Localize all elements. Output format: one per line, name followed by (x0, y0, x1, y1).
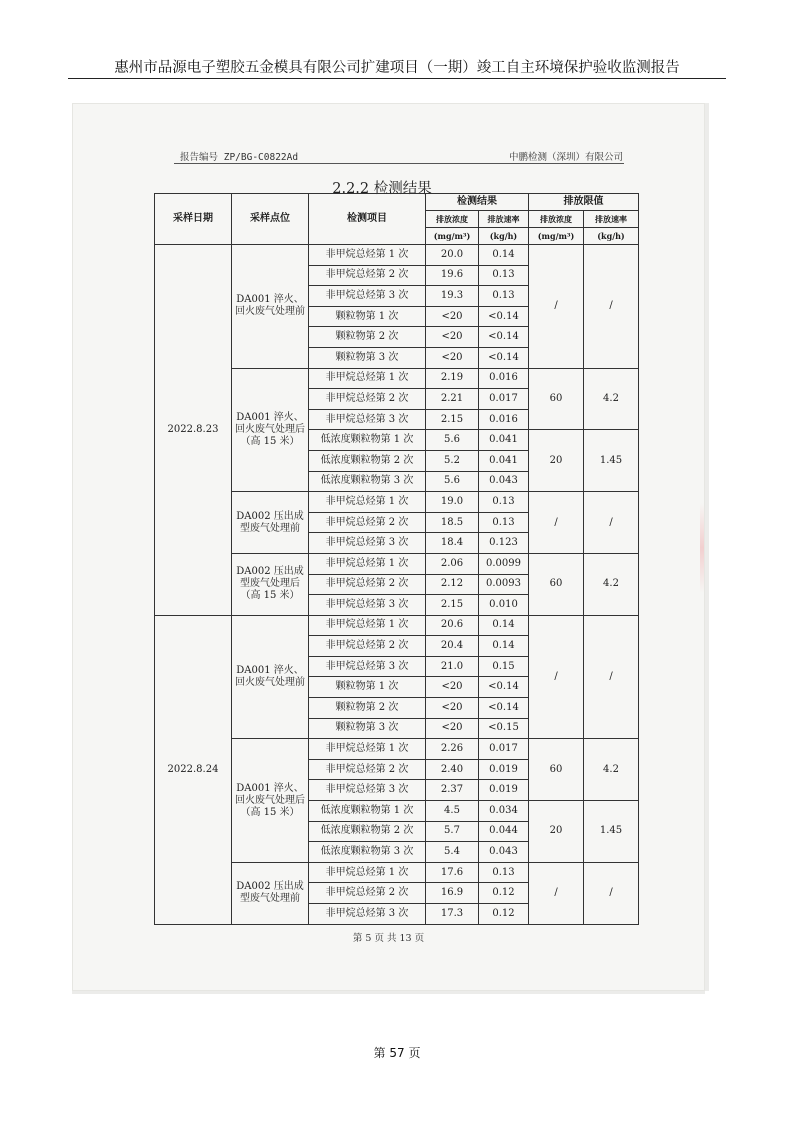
test-item: 非甲烷总烃第 3 次 (309, 409, 426, 430)
result-rate: 0.019 (479, 780, 529, 801)
limit-rate: / (584, 492, 639, 554)
page-number: 第 57 页 (373, 1046, 421, 1060)
sampling-date: 2022.8.23 (155, 245, 232, 616)
limit-rate: 4.2 (584, 368, 639, 430)
sampling-point: DA002 压出成型废气处理前 (232, 862, 309, 924)
limit-conc: / (529, 492, 584, 554)
test-item: 非甲烷总烃第 1 次 (309, 739, 426, 760)
results-table (154, 193, 639, 925)
result-rate: 0.044 (479, 821, 529, 842)
limit-rate: 4.2 (584, 553, 639, 615)
section-title: 2.2.2 检测结果 (332, 181, 432, 197)
result-conc: 2.37 (426, 780, 479, 801)
header-rule (68, 78, 726, 79)
limit-conc: / (529, 862, 584, 924)
result-conc: 5.4 (426, 842, 479, 863)
page-header: 惠州市品源电子塑胶五金模具有限公司扩建项目（一期）竣工自主环境保护验收监测报告 (114, 60, 680, 76)
test-item: 非甲烷总烃第 3 次 (309, 904, 426, 925)
test-item: 颗粒物第 1 次 (309, 677, 426, 698)
header-result-rate-unit: (kg/h) (479, 228, 529, 245)
test-item: 非甲烷总烃第 2 次 (309, 512, 426, 533)
test-item: 非甲烷总烃第 2 次 (309, 883, 426, 904)
test-item: 低浓度颗粒物第 1 次 (309, 801, 426, 822)
test-item: 非甲烷总烃第 3 次 (309, 656, 426, 677)
sampling-point: DA002 压出成型废气处理前 (232, 492, 309, 554)
result-rate: 0.12 (479, 904, 529, 925)
test-item: 非甲烷总烃第 2 次 (309, 759, 426, 780)
limit-rate: 4.2 (584, 739, 639, 801)
result-rate: 0.12 (479, 883, 529, 904)
result-conc: 2.06 (426, 553, 479, 574)
result-conc: 17.3 (426, 904, 479, 925)
result-conc: <20 (426, 327, 479, 348)
result-rate: 0.041 (479, 430, 529, 451)
result-rate: <0.14 (479, 306, 529, 327)
result-conc: 5.6 (426, 430, 479, 451)
header-result-conc-unit: (mg/m³) (426, 228, 479, 245)
result-conc: 20.4 (426, 636, 479, 657)
sampling-point: DA002 压出成型废气处理后（高 15 米） (232, 553, 309, 615)
result-conc: 2.26 (426, 739, 479, 760)
result-conc: 2.12 (426, 574, 479, 595)
result-conc: 2.15 (426, 595, 479, 616)
result-rate: 0.043 (479, 842, 529, 863)
test-item: 非甲烷总烃第 1 次 (309, 368, 426, 389)
result-conc: 5.2 (426, 450, 479, 471)
test-item: 低浓度颗粒物第 2 次 (309, 821, 426, 842)
report-rule (174, 163, 624, 164)
result-rate: 0.123 (479, 533, 529, 554)
result-conc: 19.3 (426, 286, 479, 307)
sampling-point: DA001 淬火、回火废气处理后（高 15 米） (232, 739, 309, 863)
limit-rate: 1.45 (584, 430, 639, 492)
result-rate: 0.0093 (479, 574, 529, 595)
sampling-date: 2022.8.24 (155, 615, 232, 924)
result-rate: 0.13 (479, 286, 529, 307)
result-conc: 4.5 (426, 801, 479, 822)
result-rate: 0.14 (479, 636, 529, 657)
test-item: 非甲烷总烃第 3 次 (309, 286, 426, 307)
test-item: 非甲烷总烃第 3 次 (309, 595, 426, 616)
test-item: 非甲烷总烃第 3 次 (309, 533, 426, 554)
limit-conc: 20 (529, 430, 584, 492)
result-rate: 0.016 (479, 368, 529, 389)
limit-conc: / (529, 245, 584, 369)
test-item: 颗粒物第 3 次 (309, 347, 426, 368)
company-name: 中鹏检测（深圳）有限公司 (509, 152, 624, 163)
limit-rate: 1.45 (584, 801, 639, 863)
test-item: 非甲烷总烃第 1 次 (309, 553, 426, 574)
result-conc: 20.0 (426, 245, 479, 266)
result-rate: 0.017 (479, 389, 529, 410)
header-limit-rate-unit: (kg/h) (584, 228, 639, 245)
result-conc: 2.15 (426, 409, 479, 430)
report-number: 报告编号 ZP/BG-C0822Ad (180, 152, 299, 163)
limit-rate: / (584, 615, 639, 739)
test-item: 非甲烷总烃第 1 次 (309, 245, 426, 266)
test-item: 低浓度颗粒物第 3 次 (309, 471, 426, 492)
result-conc: 2.40 (426, 759, 479, 780)
result-rate: 0.14 (479, 615, 529, 636)
result-conc: 19.6 (426, 265, 479, 286)
result-rate: 0.016 (479, 409, 529, 430)
header-point: 采样点位 (232, 194, 309, 245)
result-rate: 0.13 (479, 492, 529, 513)
result-conc: <20 (426, 306, 479, 327)
test-item: 非甲烷总烃第 1 次 (309, 615, 426, 636)
result-conc: 5.6 (426, 471, 479, 492)
result-rate: 0.010 (479, 595, 529, 616)
test-item: 颗粒物第 3 次 (309, 718, 426, 739)
test-item: 非甲烷总烃第 2 次 (309, 636, 426, 657)
result-rate: 0.017 (479, 739, 529, 760)
result-rate: 0.041 (479, 450, 529, 471)
limit-rate: / (584, 245, 639, 369)
test-item: 非甲烷总烃第 3 次 (309, 780, 426, 801)
result-rate: 0.019 (479, 759, 529, 780)
test-item: 颗粒物第 2 次 (309, 327, 426, 348)
limit-conc: 60 (529, 739, 584, 801)
scan-edge (705, 103, 709, 991)
result-conc: 18.5 (426, 512, 479, 533)
header-limits: 排放限值 (529, 194, 639, 211)
result-rate: 0.0099 (479, 553, 529, 574)
result-conc: 5.7 (426, 821, 479, 842)
result-rate: <0.14 (479, 677, 529, 698)
limit-conc: / (529, 615, 584, 739)
limit-rate: / (584, 862, 639, 924)
header-result-conc: 排放浓度 (426, 211, 479, 228)
test-item: 颗粒物第 2 次 (309, 698, 426, 719)
result-rate: 0.15 (479, 656, 529, 677)
header-limit-conc: 排放浓度 (529, 211, 584, 228)
scanned-report-page (72, 103, 705, 991)
result-conc: <20 (426, 718, 479, 739)
header-result-rate: 排放速率 (479, 211, 529, 228)
seal-edge-mark (700, 503, 704, 593)
header-date: 采样日期 (155, 194, 232, 245)
limit-conc: 60 (529, 553, 584, 615)
result-rate: <0.14 (479, 347, 529, 368)
result-conc: <20 (426, 698, 479, 719)
inner-page-footer: 第 5 页 共 13 页 (352, 933, 425, 944)
test-item: 非甲烷总烃第 2 次 (309, 389, 426, 410)
sampling-point: DA001 淬火、回火废气处理前 (232, 615, 309, 739)
result-conc: 2.21 (426, 389, 479, 410)
test-item: 非甲烷总烃第 1 次 (309, 862, 426, 883)
sampling-point: DA001 淬火、回火废气处理前 (232, 245, 309, 369)
result-conc: 20.6 (426, 615, 479, 636)
result-rate: 0.14 (479, 245, 529, 266)
test-item: 非甲烷总烃第 2 次 (309, 574, 426, 595)
header-item: 检测项目 (309, 194, 426, 245)
result-rate: <0.14 (479, 698, 529, 719)
test-item: 非甲烷总烃第 2 次 (309, 265, 426, 286)
result-conc: 18.4 (426, 533, 479, 554)
test-item: 低浓度颗粒物第 2 次 (309, 450, 426, 471)
result-conc: 21.0 (426, 656, 479, 677)
result-rate: 0.13 (479, 265, 529, 286)
scan-bottom-edge (72, 991, 705, 994)
result-rate: 0.043 (479, 471, 529, 492)
result-rate: <0.15 (479, 718, 529, 739)
header-results: 检测结果 (426, 194, 529, 211)
test-item: 颗粒物第 1 次 (309, 306, 426, 327)
result-rate: 0.13 (479, 862, 529, 883)
header-limit-conc-unit: (mg/m³) (529, 228, 584, 245)
result-conc: 17.6 (426, 862, 479, 883)
header-limit-rate: 排放速率 (584, 211, 639, 228)
result-conc: <20 (426, 347, 479, 368)
test-item: 低浓度颗粒物第 3 次 (309, 842, 426, 863)
result-rate: 0.13 (479, 512, 529, 533)
limit-conc: 60 (529, 368, 584, 430)
result-rate: <0.14 (479, 327, 529, 348)
result-conc: <20 (426, 677, 479, 698)
result-rate: 0.034 (479, 801, 529, 822)
result-conc: 19.0 (426, 492, 479, 513)
sampling-point: DA001 淬火、回火废气处理后（高 15 米） (232, 368, 309, 492)
result-conc: 16.9 (426, 883, 479, 904)
test-item: 非甲烷总烃第 1 次 (309, 492, 426, 513)
limit-conc: 20 (529, 801, 584, 863)
result-conc: 2.19 (426, 368, 479, 389)
test-item: 低浓度颗粒物第 1 次 (309, 430, 426, 451)
